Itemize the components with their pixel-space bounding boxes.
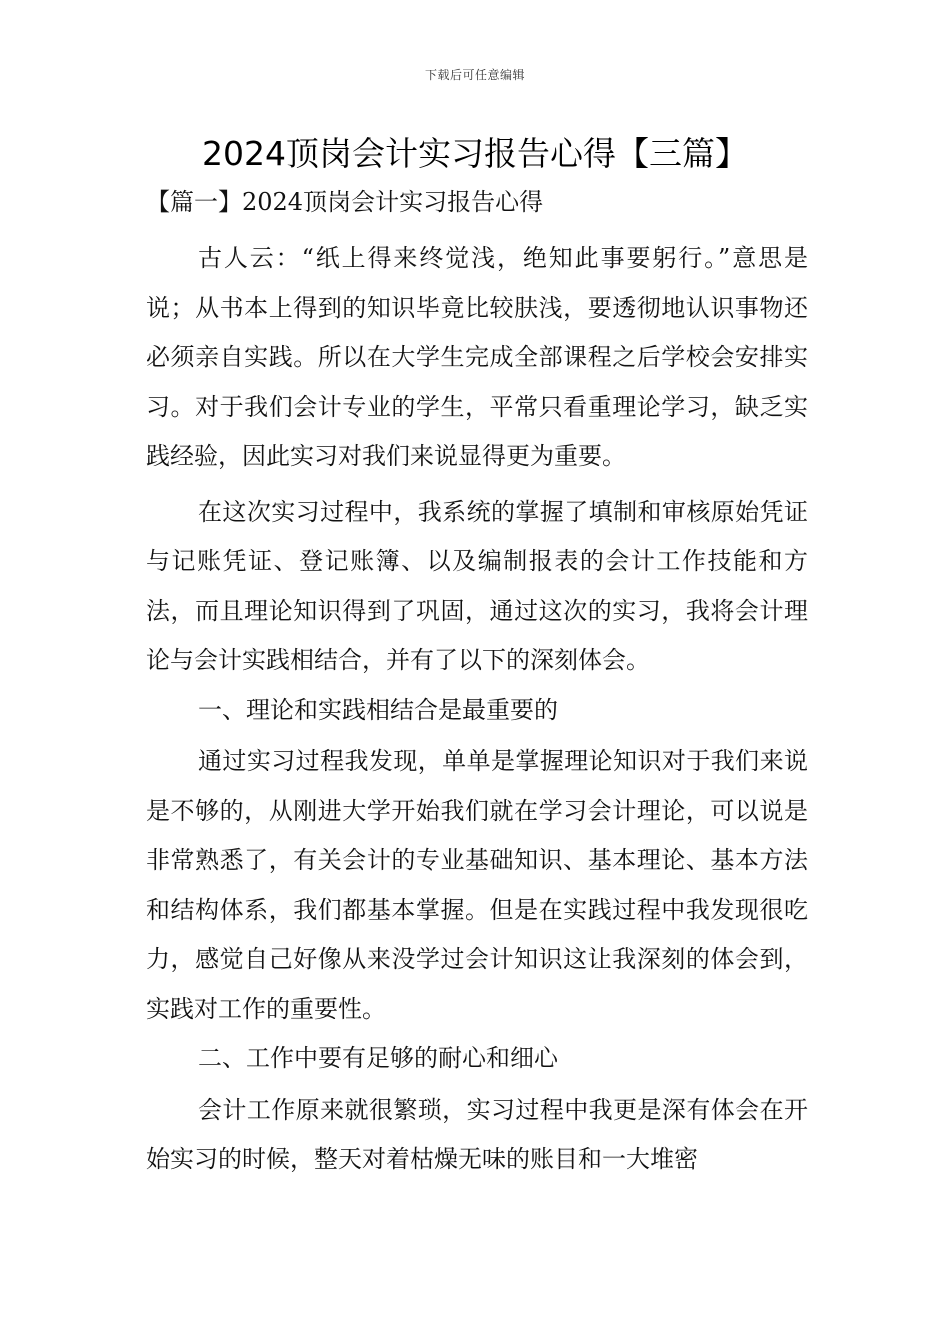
- section-heading: 【篇一】2024顶岗会计实习报告心得: [146, 188, 544, 216]
- document-title: 2024顶岗会计实习报告心得【三篇】: [202, 134, 748, 173]
- header-note: 下载后可任意编辑: [424, 68, 525, 82]
- document-body: [146, 178, 808, 1185]
- subheading-theory-practice: 一、理论和实践相结合是最重要的: [198, 695, 558, 724]
- paragraph-theory-practice: 通过实习过程我发现，单单是掌握理论知识对于我们来说是不够的，从刚进大学开始我们就在学习会计理论，可以说是非常熟悉了，有关会计的专业基础知识、基本理论、基本方法和结构体系，我们都基本掌握。但是在实践过程中我发现很吃力，感觉自己好像从来没学过会计知识这让我深刻的体会到，实践对工作的重要性。: [146, 747, 808, 1023]
- paragraph-patience: 会计工作原来就很繁琐，实习过程中我更是深有体会在开始实习的时候，整天对着枯燥无味的账目和一大堆密: [146, 1095, 808, 1173]
- paragraph-intro: 古人云：“纸上得来终觉浅，绝知此事要躬行。”意思是说；从书本上得到的知识毕竟比较肤浅，要透彻地认识事物还必须亲自实践。所以在大学生完成全部课程之后学校会安排实习。对于我们会计专业的学生，平常只看重理论学习，缺乏实践经验，因此实习对我们来说显得更为重要。: [146, 244, 808, 470]
- subheading-patience: 二、工作中要有足够的耐心和细心: [198, 1044, 558, 1072]
- paragraph-skills: 在这次实习过程中，我系统的掌握了填制和审核原始凭证与记账凭证、登记账簿、以及编制报表的会计工作技能和方法，而且理论知识得到了巩固，通过这次的实习，我将会计理论与会计实践相结合，并有了以下的深刻体会。: [146, 497, 808, 674]
